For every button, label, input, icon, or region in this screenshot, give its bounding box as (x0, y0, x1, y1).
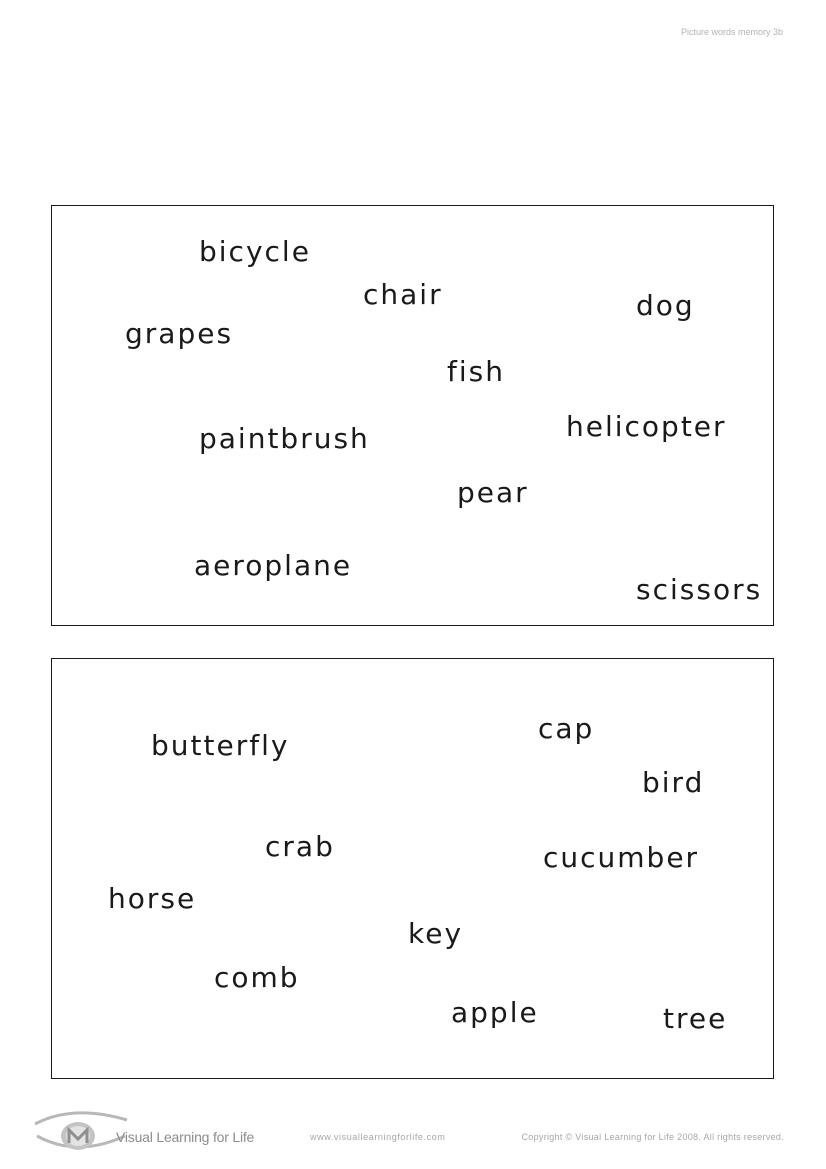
footer-url[interactable]: www.visuallearningforlife.com (310, 1132, 446, 1142)
word-dog: dog (636, 289, 695, 322)
word-key: key (408, 917, 464, 950)
word-scissors: scissors (636, 573, 763, 606)
word-apple: apple (451, 996, 539, 1029)
page-title: Picture words memory 3b (680, 27, 783, 37)
word-horse: horse (108, 882, 197, 915)
word-paintbrush: paintbrush (199, 422, 370, 455)
word-pear: pear (457, 476, 529, 509)
word-aeroplane: aeroplane (194, 549, 353, 582)
word-cucumber: cucumber (543, 841, 700, 874)
word-helicopter: helicopter (566, 410, 727, 443)
word-comb: comb (214, 961, 300, 994)
word-fish: fish (447, 355, 505, 388)
word-chair: chair (363, 278, 443, 311)
word-cap: cap (538, 712, 595, 745)
eye-logo-icon (33, 1106, 129, 1152)
word-bird: bird (642, 766, 705, 799)
word-grapes: grapes (125, 317, 234, 350)
word-box-2 (51, 658, 774, 1079)
logo-text: Visual Learning for Life (116, 1129, 255, 1145)
word-tree: tree (663, 1002, 728, 1035)
word-crab: crab (265, 830, 335, 863)
footer (0, 1100, 826, 1160)
footer-copyright: Copyright © Visual Learning for Life 2008. All rights reserved. (521, 1132, 784, 1142)
word-butterfly: butterfly (151, 729, 290, 762)
word-box-1 (51, 205, 774, 626)
word-bicycle: bicycle (199, 235, 311, 268)
